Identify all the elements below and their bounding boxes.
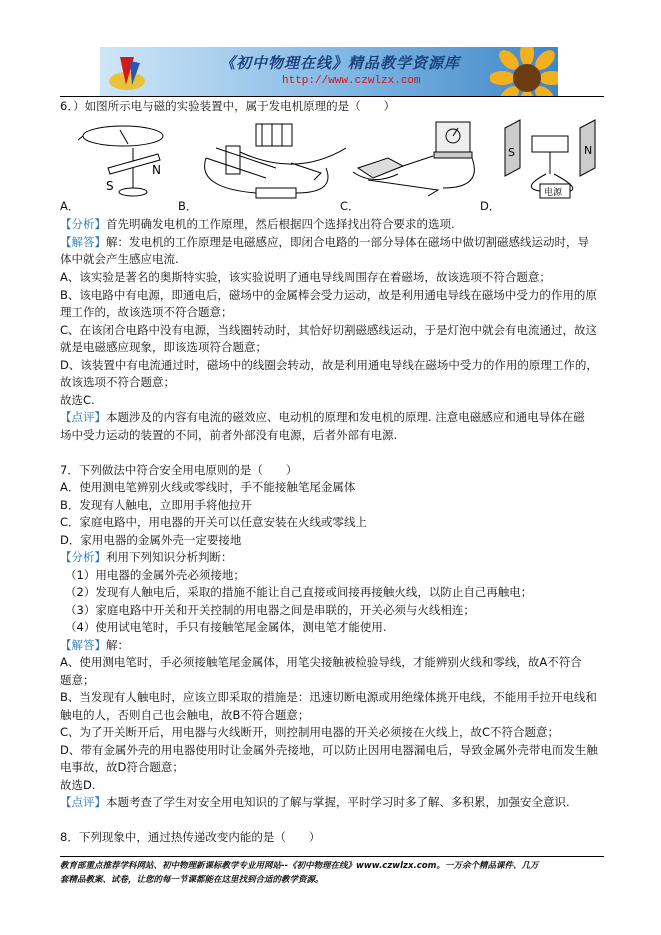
q6-answer-line: B、该电路中有电源，即通电后，磁场中的金属棒会受力运动，故是利用通电导线在磁场中受力的作用的原	[60, 288, 597, 302]
q6-answer-line: 体中就会产生感应电流.	[60, 252, 179, 266]
q6-answer-line	[60, 234, 605, 250]
q7-answer-line: 题意；	[60, 673, 95, 687]
q6-answer-text: 解：发电机的工作原理是电磁感应，即闭合电路的一部分导体在磁场中做切割磁感线运动时，导	[106, 235, 589, 249]
banner-url[interactable]: http://www.czwlzx.com	[282, 75, 421, 87]
motor-coil-figure	[500, 118, 605, 213]
q6-answer-line: C、在该闭合电路中没有电源，当线圈转动时，其恰好切割磁感线运动，于是灯泡中就会有电流通过，故这	[60, 323, 598, 337]
analysis-tag: 【分析】	[60, 550, 106, 564]
q7-option-a: A．使用测电笔辨别火线或零线时，手不能接触笔尾金属体	[60, 480, 356, 494]
generator-galvanometer-figure	[348, 118, 488, 208]
q7-analysis	[60, 549, 605, 565]
q6-answer-line: 故选C.	[60, 393, 95, 407]
footer-line-1: 教育部重点推荐学科网站、初中物理新课标教学专业用网站--《初中物理在线》www.czwlzx.com。一万余个精品课件、几万	[60, 861, 539, 871]
q7-analysis-text: 利用下列知识分析判断：	[106, 550, 233, 564]
fig-label-d: D．	[480, 199, 501, 213]
fig-label-a: A．	[60, 199, 80, 213]
q7-answer-line: C、为了开关断开后，用电器与火线断开，则控制用电器的开关必须接在火线上，故C不符合题意；	[60, 725, 560, 739]
q6-comment-text: 本题涉及的内容有电流的磁效应、电动机的原理和发电机的原理. 注意电磁感应和通电导体在磁	[106, 410, 585, 424]
q8-stem: 8．下列现象中，通过热传递改变内能的是（ ）	[60, 830, 321, 844]
oersted-experiment-figure	[78, 118, 173, 198]
answer-tag: 【解答】	[60, 235, 106, 249]
q6-comment-line: 场中受力运动的装置的不同，前者外部没有电源，后者外部有电源.	[60, 428, 398, 442]
footer-rule	[60, 856, 604, 857]
fig-a-s-label: S	[106, 179, 114, 193]
fig-label-c: C．	[340, 199, 360, 213]
q7-answer-line: 故选D.	[60, 778, 96, 792]
motor-rails-figure	[196, 118, 346, 208]
q7-answer-line: D、带有金属外壳的用电器使用时让金属外壳接地，可以防止因用电器漏电后，导致金属外壳带电而发生触	[60, 743, 598, 757]
q7-answer-head: 解：	[106, 638, 129, 652]
q6-comment	[60, 409, 605, 425]
fig-d-power-label: 电源	[544, 188, 563, 198]
q6-answer-line: A、该实验是著名的奥斯特实验，该实验说明了通电导线周围存在着磁场，故该选项不符合题意；	[60, 270, 551, 284]
q7-answer-line: 电事故，故D符合题意；	[60, 760, 184, 774]
q6-answer-line: D、该装置中有电流通过时，磁场中的线圈会转动，故是利用通电导线在磁场中受力的作用的原理工作的，	[60, 358, 598, 372]
q7-answer-line: 触电的人，否则自己也会触电，故B不符合题意；	[60, 708, 310, 722]
header-banner	[100, 47, 558, 97]
sunflower-icon	[490, 47, 558, 97]
q7-analysis-point: （1）用电器的金属外壳必须接地；	[65, 568, 245, 582]
q7-stem: 7．下列做法中符合安全用电原则的是（ ）	[60, 463, 298, 477]
comment-tag: 【点评】	[60, 410, 106, 424]
fig-a-n-label: N	[152, 163, 161, 177]
q6-analysis-text: 首先明确发电机的工作原理，然后根据四个选择找出符合要求的选项.	[106, 217, 455, 231]
q7-answer	[60, 637, 605, 653]
q7-analysis-point: （4）使用试电笔时，手只有接触笔尾金属体，测电笔才能使用.	[65, 620, 387, 634]
analysis-tag: 【分析】	[60, 217, 106, 231]
q7-answer-line: A、使用测电笔时，手必须接触笔尾金属体，用笔尖接触被检验导线，才能辨别火线和零线，故A不符合	[60, 655, 582, 669]
comment-tag: 【点评】	[60, 795, 106, 809]
q6-stem: 6．）如图所示电与磁的实验装置中，属于发电机原理的是（ ）	[60, 99, 396, 113]
q7-option-b: B．发现有人触电，立即用手将他拉开	[60, 498, 252, 512]
q7-option-d: D．家用电器的金属外壳一定要接地	[60, 533, 242, 547]
fig-d-s-label: S	[508, 146, 515, 159]
fig-d-n-label: N	[584, 144, 593, 157]
q6-answer-line: 理工作的，故该选项不符合题意；	[60, 305, 233, 319]
fig-label-b: B．	[178, 199, 198, 213]
footer-line-2: 套精品教案、试卷，让您的每一节课都能在这里找到合适的教学资源。	[60, 875, 324, 885]
q6-answer-line: 故该选项不符合题意；	[60, 375, 175, 389]
banner-title: 《初中物理在线》精品教学资源库	[220, 54, 461, 72]
q7-analysis-point: （3）家庭电路中开关和开关控制的用电器之间是串联的，开关必须与火线相连；	[65, 603, 475, 617]
q7-option-c: C．家庭电路中，用电器的开关可以任意安装在火线或零线上	[60, 515, 368, 529]
q6-answer-line: 就是电磁感应现象，即该选项符合题意；	[60, 340, 267, 354]
q6-analysis	[60, 216, 605, 232]
header-rule	[60, 96, 604, 97]
site-logo-icon	[106, 51, 148, 93]
q6-figures	[60, 118, 605, 213]
q7-answer-line: B、当发现有人触电时，应该立即采取的措施是：迅速切断电源或用绝缘体挑开电线，不能用手拉开电线和	[60, 690, 597, 704]
q7-comment	[60, 794, 605, 810]
answer-tag: 【解答】	[60, 638, 106, 652]
q7-analysis-point: （2）发现有人触电后，采取的措施不能让自己直接或间接再接触火线，以防止自己再触电；	[65, 585, 533, 599]
q7-comment-text: 本题考查了学生对安全用电知识的了解与掌握，平时学习时多了解、多积累，加强安全意识.	[106, 795, 570, 809]
